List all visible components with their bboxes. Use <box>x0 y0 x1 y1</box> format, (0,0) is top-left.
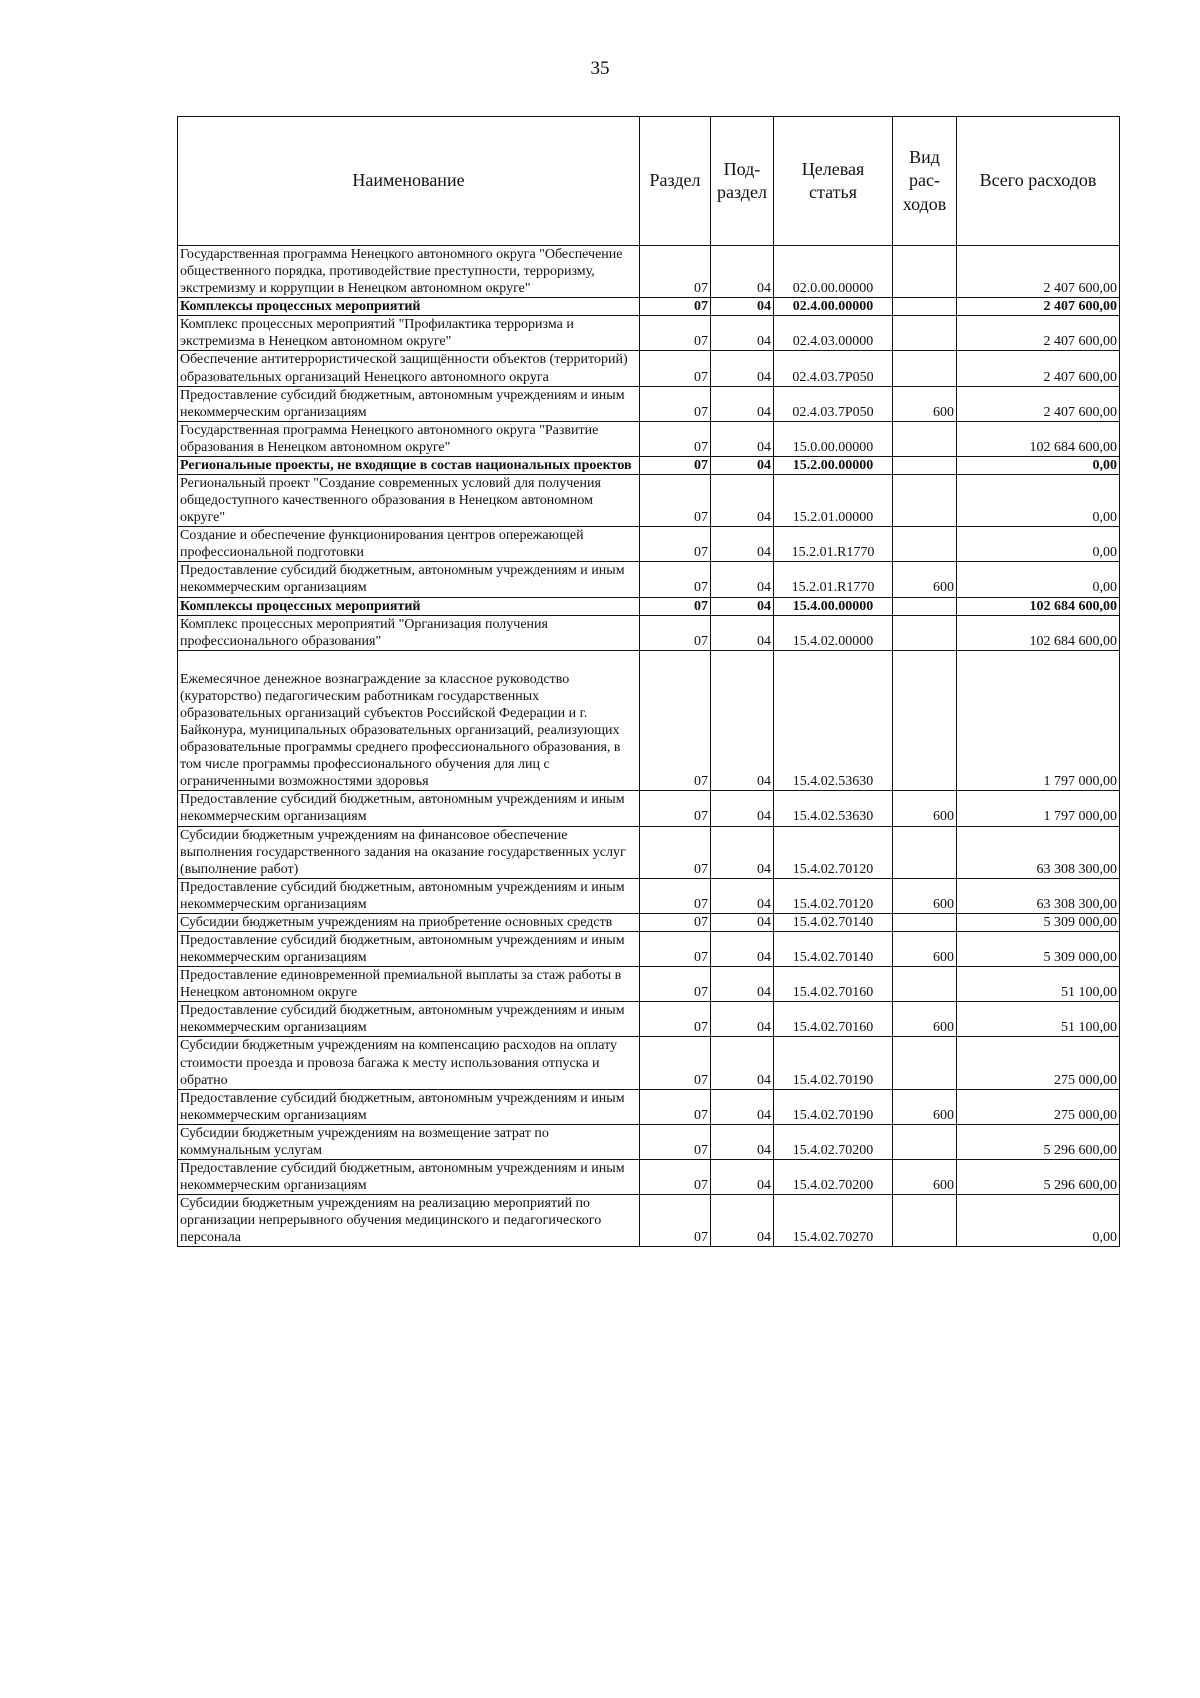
target-cell: 15.2.01.00000 <box>774 475 893 527</box>
table-row <box>178 597 1120 615</box>
total-cell: 0,00 <box>957 527 1120 562</box>
type-cell: 600 <box>893 1002 957 1037</box>
type-cell <box>893 527 957 562</box>
table-row <box>178 826 1120 878</box>
subsection-cell: 04 <box>711 597 774 615</box>
total-cell: 102 684 600,00 <box>957 597 1120 615</box>
name-cell: Предоставление единовременной премиальной выплаты за стаж работы в Ненецком автономном округе <box>178 967 640 1002</box>
target-cell: 15.4.02.70160 <box>774 1002 893 1037</box>
type-cell: 600 <box>893 386 957 421</box>
name-cell: Государственная программа Ненецкого автономного округа "Обеспечение общественного порядка, противодействие преступности, терроризму, экстремизму и коррупции в Ненецком автономном округе" <box>178 246 640 298</box>
table-row <box>178 931 1120 966</box>
section-cell: 07 <box>640 1002 711 1037</box>
page-number: 35 <box>590 58 610 79</box>
name-cell: Обеспечение антитеррористической защищённости объектов (территорий) образовательных организаций Ненецкого автономного округа <box>178 351 640 386</box>
table-row <box>178 1124 1120 1159</box>
target-cell: 02.4.00.00000 <box>774 298 893 316</box>
name-cell: Предоставление субсидий бюджетным, автономным учреждениям и иным некоммерческим организациям <box>178 878 640 913</box>
name-cell: Субсидии бюджетным учреждениям на компенсацию расходов на оплату стоимости проезда и провоза багажа к месту использования отпуска и обратно <box>178 1037 640 1089</box>
subsection-cell: 04 <box>711 456 774 474</box>
name-cell: Субсидии бюджетным учреждениям на реализацию мероприятий по организации непрерывного обучения медицинского и педагогического персонала <box>178 1195 640 1247</box>
name-cell: Субсидии бюджетным учреждениям на финансовое обеспечение выполнения государственного задания на оказание государственных услуг (выполнение работ) <box>178 826 640 878</box>
header-target: Целевая статья <box>774 117 893 246</box>
subsection-cell: 04 <box>711 931 774 966</box>
section-cell: 07 <box>640 913 711 931</box>
total-cell: 275 000,00 <box>957 1037 1120 1089</box>
type-cell <box>893 1124 957 1159</box>
table-row <box>178 456 1120 474</box>
subsection-cell: 04 <box>711 791 774 826</box>
name-cell: Предоставление субсидий бюджетным, автономным учреждениям и иным некоммерческим организациям <box>178 1089 640 1124</box>
target-cell: 02.4.03.7Р050 <box>774 386 893 421</box>
subsection-cell: 04 <box>711 1002 774 1037</box>
section-cell: 07 <box>640 826 711 878</box>
section-cell: 07 <box>640 421 711 456</box>
type-cell <box>893 1195 957 1247</box>
type-cell: 600 <box>893 1159 957 1194</box>
name-cell: Комплексы процессных мероприятий <box>178 298 640 316</box>
section-cell: 07 <box>640 791 711 826</box>
table-row <box>178 1002 1120 1037</box>
name-cell: Предоставление субсидий бюджетным, автономным учреждениям и иным некоммерческим организациям <box>178 791 640 826</box>
total-cell: 0,00 <box>957 562 1120 597</box>
table-row <box>178 527 1120 562</box>
subsection-cell: 04 <box>711 826 774 878</box>
total-cell: 102 684 600,00 <box>957 615 1120 650</box>
section-cell: 07 <box>640 456 711 474</box>
section-cell: 07 <box>640 878 711 913</box>
total-cell: 5 296 600,00 <box>957 1159 1120 1194</box>
subsection-cell: 04 <box>711 1159 774 1194</box>
section-cell: 07 <box>640 298 711 316</box>
header-name: Наименование <box>178 117 640 246</box>
subsection-cell: 04 <box>711 1089 774 1124</box>
type-cell <box>893 475 957 527</box>
type-cell: 600 <box>893 931 957 966</box>
type-cell: 600 <box>893 878 957 913</box>
target-cell: 02.0.00.00000 <box>774 246 893 298</box>
type-cell <box>893 913 957 931</box>
target-cell: 02.4.03.7Р050 <box>774 351 893 386</box>
header-type: Вид рас- ходов <box>893 117 957 246</box>
subsection-cell: 04 <box>711 1124 774 1159</box>
total-cell: 0,00 <box>957 456 1120 474</box>
table-row <box>178 878 1120 913</box>
type-cell <box>893 650 957 791</box>
table-row <box>178 351 1120 386</box>
subsection-cell: 04 <box>711 967 774 1002</box>
total-cell: 5 309 000,00 <box>957 913 1120 931</box>
target-cell: 15.4.02.70120 <box>774 826 893 878</box>
subsection-cell: 04 <box>711 1037 774 1089</box>
table-row <box>178 615 1120 650</box>
table-row <box>178 562 1120 597</box>
type-cell: 600 <box>893 791 957 826</box>
subsection-cell: 04 <box>711 475 774 527</box>
subsection-cell: 04 <box>711 527 774 562</box>
section-cell: 07 <box>640 1089 711 1124</box>
table-row <box>178 1159 1120 1194</box>
subsection-cell: 04 <box>711 316 774 351</box>
table-row <box>178 913 1120 931</box>
type-cell <box>893 246 957 298</box>
section-cell: 07 <box>640 1195 711 1247</box>
total-cell: 63 308 300,00 <box>957 878 1120 913</box>
name-cell: Предоставление субсидий бюджетным, автономным учреждениям и иным некоммерческим организациям <box>178 562 640 597</box>
section-cell: 07 <box>640 967 711 1002</box>
section-cell: 07 <box>640 650 711 791</box>
total-cell: 2 407 600,00 <box>957 386 1120 421</box>
total-cell: 5 309 000,00 <box>957 931 1120 966</box>
name-cell: Государственная программа Ненецкого автономного округа "Развитие образования в Ненецком автономном округе" <box>178 421 640 456</box>
table-row <box>178 475 1120 527</box>
budget-table <box>177 116 1120 1247</box>
subsection-cell: 04 <box>711 562 774 597</box>
name-cell: Региональный проект "Создание современных условий для получения общедоступного качественного образования в Ненецком автономном округе" <box>178 475 640 527</box>
name-cell: Предоставление субсидий бюджетным, автономным учреждениям и иным некоммерческим организациям <box>178 386 640 421</box>
total-cell: 51 100,00 <box>957 1002 1120 1037</box>
target-cell: 15.2.01.R1770 <box>774 562 893 597</box>
target-cell: 02.4.03.00000 <box>774 316 893 351</box>
target-cell: 15.4.02.53630 <box>774 650 893 791</box>
name-cell: Предоставление субсидий бюджетным, автономным учреждениям и иным некоммерческим организациям <box>178 931 640 966</box>
section-cell: 07 <box>640 562 711 597</box>
target-cell: 15.2.01.R1770 <box>774 527 893 562</box>
total-cell: 2 407 600,00 <box>957 351 1120 386</box>
table-row <box>178 1037 1120 1089</box>
subsection-cell: 04 <box>711 1195 774 1247</box>
name-cell: Предоставление субсидий бюджетным, автономным учреждениям и иным некоммерческим организациям <box>178 1159 640 1194</box>
type-cell <box>893 421 957 456</box>
target-cell: 15.4.02.70160 <box>774 967 893 1002</box>
total-cell: 1 797 000,00 <box>957 650 1120 791</box>
total-cell: 275 000,00 <box>957 1089 1120 1124</box>
header-total: Всего расходов <box>957 117 1120 246</box>
name-cell: Региональные проекты, не входящие в состав национальных проектов <box>178 456 640 474</box>
table-row <box>178 316 1120 351</box>
section-cell: 07 <box>640 1037 711 1089</box>
name-cell: Комплекс процессных мероприятий "Профилактика терроризма и экстремизма в Ненецком автономном округе" <box>178 316 640 351</box>
subsection-cell: 04 <box>711 386 774 421</box>
name-cell: Субсидии бюджетным учреждениям на возмещение затрат по коммунальным услугам <box>178 1124 640 1159</box>
type-cell <box>893 1037 957 1089</box>
subsection-cell: 04 <box>711 246 774 298</box>
type-cell <box>893 615 957 650</box>
type-cell <box>893 456 957 474</box>
target-cell: 15.4.00.00000 <box>774 597 893 615</box>
type-cell: 600 <box>893 562 957 597</box>
table-row <box>178 1089 1120 1124</box>
subsection-cell: 04 <box>711 351 774 386</box>
section-cell: 07 <box>640 1124 711 1159</box>
subsection-cell: 04 <box>711 615 774 650</box>
table-row <box>178 421 1120 456</box>
section-cell: 07 <box>640 931 711 966</box>
target-cell: 15.4.02.70140 <box>774 913 893 931</box>
type-cell <box>893 298 957 316</box>
type-cell <box>893 597 957 615</box>
section-cell: 07 <box>640 615 711 650</box>
table-row <box>178 967 1120 1002</box>
name-cell: Субсидии бюджетным учреждениям на приобретение основных средств <box>178 913 640 931</box>
total-cell: 1 797 000,00 <box>957 791 1120 826</box>
table-header-row <box>178 117 1120 246</box>
total-cell: 0,00 <box>957 475 1120 527</box>
header-section: Раздел <box>640 117 711 246</box>
target-cell: 15.4.02.70190 <box>774 1089 893 1124</box>
section-cell: 07 <box>640 527 711 562</box>
table-row <box>178 386 1120 421</box>
total-cell: 5 296 600,00 <box>957 1124 1120 1159</box>
target-cell: 15.2.00.00000 <box>774 456 893 474</box>
type-cell <box>893 351 957 386</box>
target-cell: 15.4.02.53630 <box>774 791 893 826</box>
target-cell: 15.4.02.00000 <box>774 615 893 650</box>
target-cell: 15.4.02.70120 <box>774 878 893 913</box>
section-cell: 07 <box>640 386 711 421</box>
table-row <box>178 246 1120 298</box>
target-cell: 15.4.02.70190 <box>774 1037 893 1089</box>
name-cell: Комплекс процессных мероприятий "Организация получения профессионального образования" <box>178 615 640 650</box>
name-cell: Ежемесячное денежное вознаграждение за классное руководство (кураторство) педагогическим работникам государственных образовательных организаций субъектов Российской Федерации и г. Байконура, муниципальных образовательных организаций, реализующих образовательные программы среднего профессионального образования, в том числе программы профессионального обучения для лиц с ограниченными возможностями здоровья <box>178 650 640 791</box>
type-cell: 600 <box>893 1089 957 1124</box>
type-cell <box>893 316 957 351</box>
section-cell: 07 <box>640 597 711 615</box>
total-cell: 0,00 <box>957 1195 1120 1247</box>
total-cell: 102 684 600,00 <box>957 421 1120 456</box>
subsection-cell: 04 <box>711 913 774 931</box>
target-cell: 15.4.02.70200 <box>774 1124 893 1159</box>
type-cell <box>893 826 957 878</box>
total-cell: 51 100,00 <box>957 967 1120 1002</box>
table-row <box>178 791 1120 826</box>
section-cell: 07 <box>640 316 711 351</box>
target-cell: 15.4.02.70200 <box>774 1159 893 1194</box>
total-cell: 2 407 600,00 <box>957 298 1120 316</box>
table-row <box>178 1195 1120 1247</box>
section-cell: 07 <box>640 351 711 386</box>
subsection-cell: 04 <box>711 878 774 913</box>
name-cell: Комплексы процессных мероприятий <box>178 597 640 615</box>
total-cell: 2 407 600,00 <box>957 316 1120 351</box>
table-row <box>178 298 1120 316</box>
subsection-cell: 04 <box>711 421 774 456</box>
name-cell: Предоставление субсидий бюджетным, автономным учреждениям и иным некоммерческим организациям <box>178 1002 640 1037</box>
section-cell: 07 <box>640 246 711 298</box>
target-cell: 15.0.00.00000 <box>774 421 893 456</box>
name-cell: Создание и обеспечение функционирования центров опережающей профессиональной подготовки <box>178 527 640 562</box>
section-cell: 07 <box>640 1159 711 1194</box>
header-subsection: Под- раздел <box>711 117 774 246</box>
target-cell: 15.4.02.70270 <box>774 1195 893 1247</box>
table-row <box>178 650 1120 791</box>
total-cell: 63 308 300,00 <box>957 826 1120 878</box>
section-cell: 07 <box>640 475 711 527</box>
type-cell <box>893 967 957 1002</box>
total-cell: 2 407 600,00 <box>957 246 1120 298</box>
target-cell: 15.4.02.70140 <box>774 931 893 966</box>
subsection-cell: 04 <box>711 650 774 791</box>
subsection-cell: 04 <box>711 298 774 316</box>
